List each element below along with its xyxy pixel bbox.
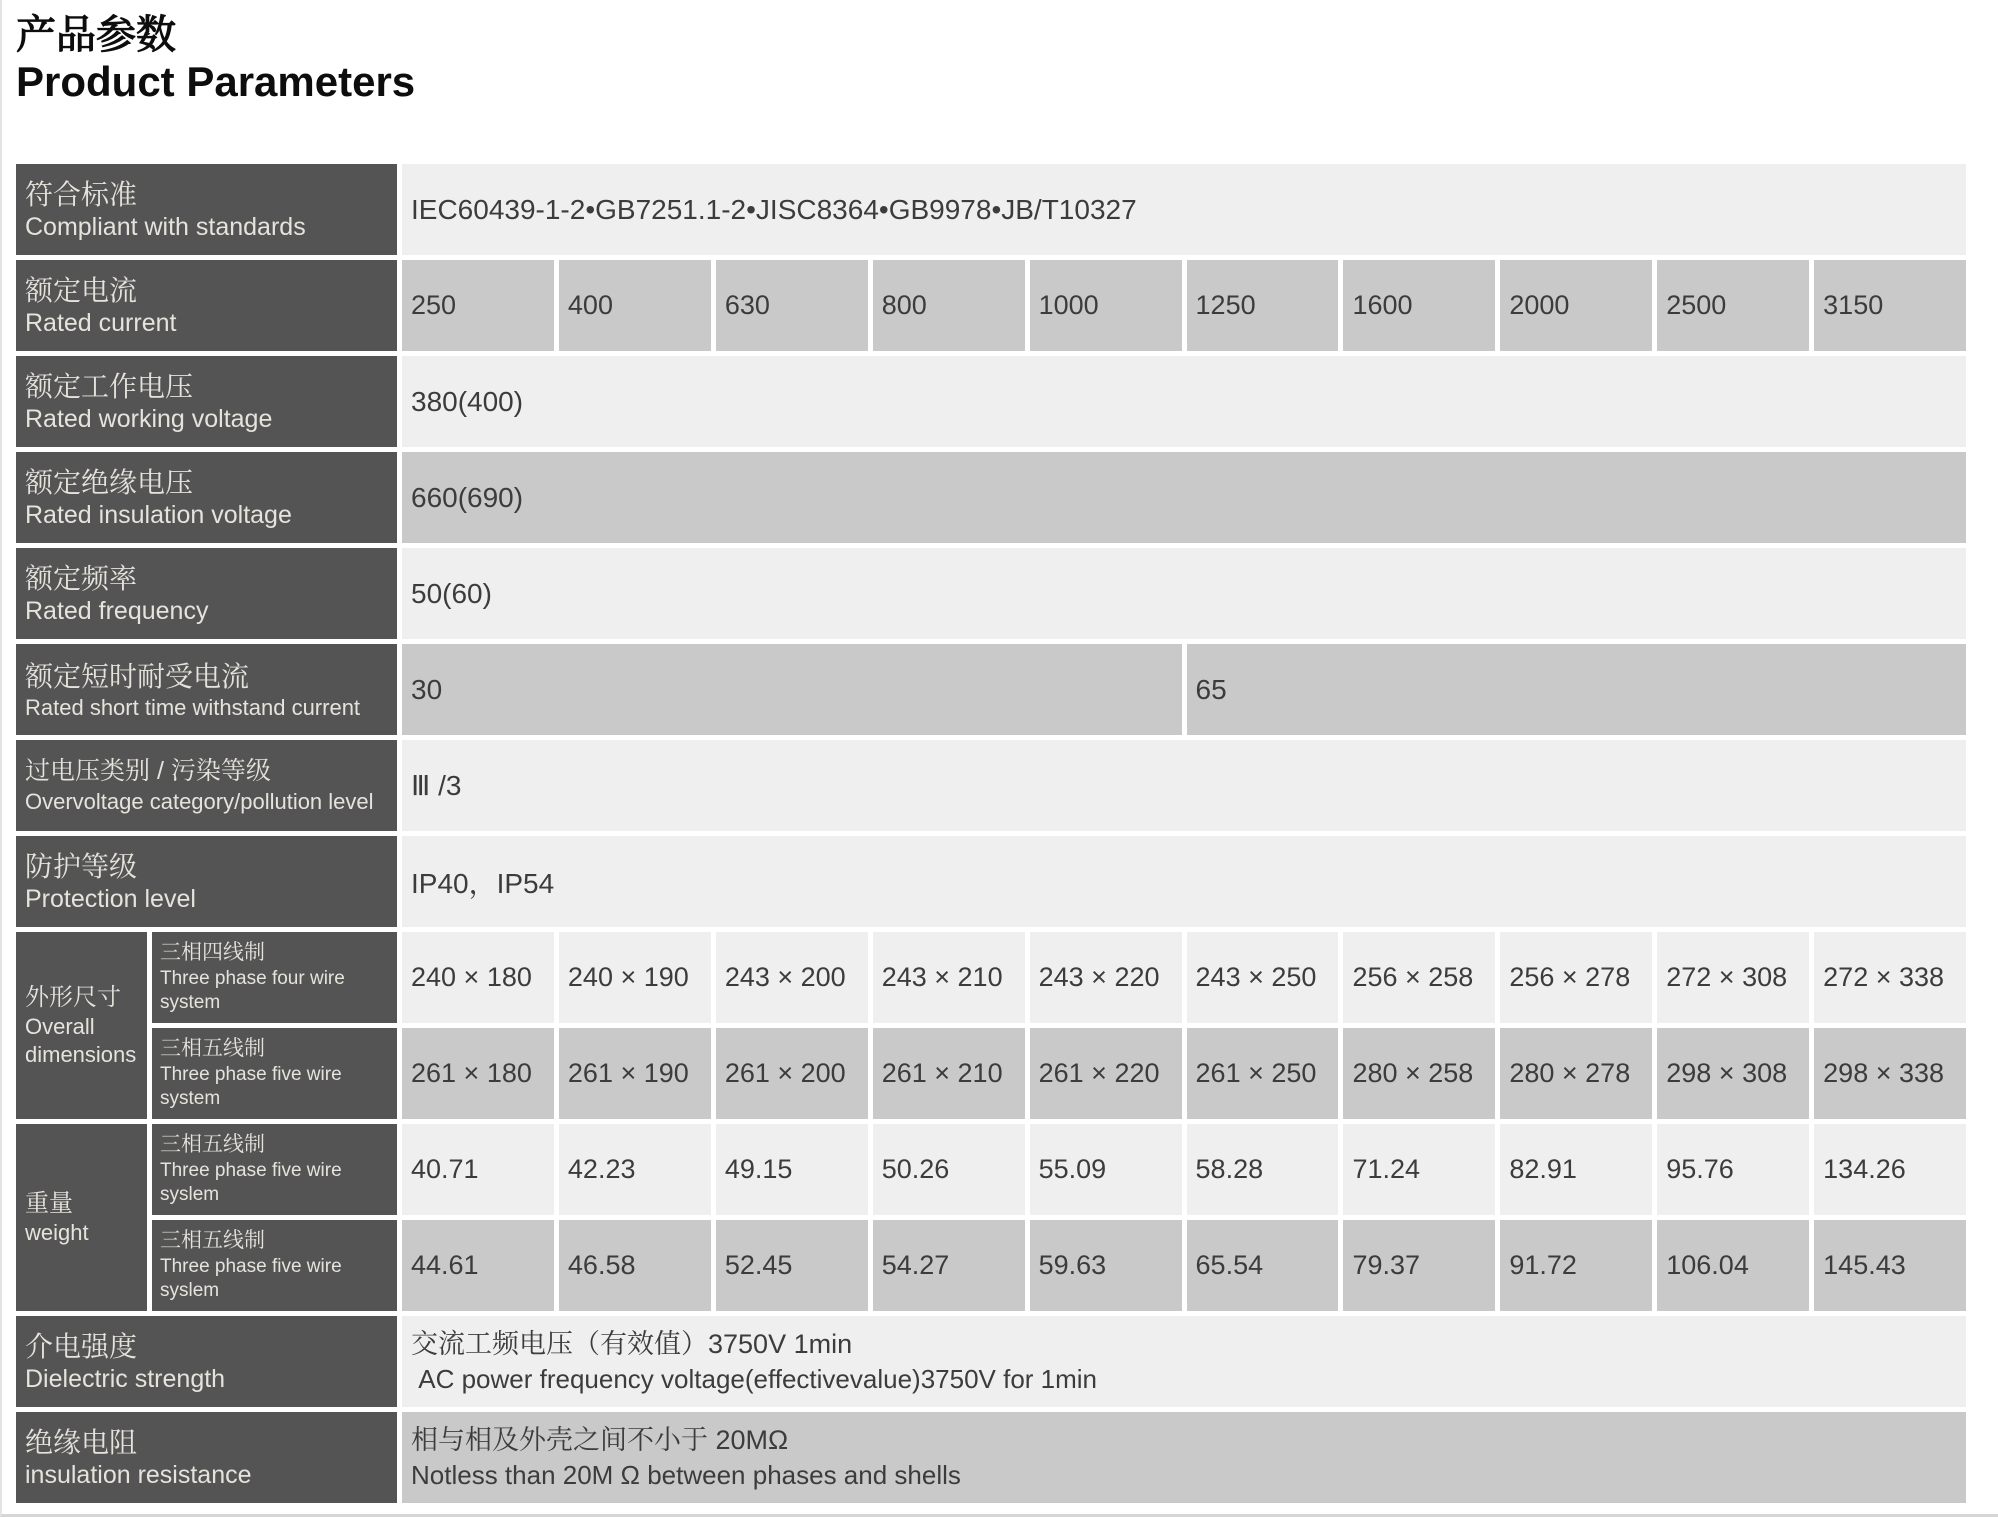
group-weight-label-zh: 重量	[25, 1189, 73, 1217]
row-insulation-voltage	[16, 452, 1966, 543]
row-short-time-current-label-zh: 额定短时耐受电流	[25, 660, 250, 692]
row-overvoltage-label-zh: 过电压类别 / 污染等级	[25, 757, 271, 786]
short-time-current-value-right: 65	[1187, 644, 1967, 735]
weight-cell: 79.37	[1343, 1220, 1495, 1311]
dimension-cell: 261 × 250	[1187, 1028, 1339, 1119]
group-weight-label-en: weight	[25, 1220, 89, 1246]
rated-current-cell: 250	[402, 260, 554, 351]
row-rated-current-label-zh: 额定电流	[25, 274, 138, 306]
dimension-cell: 272 × 338	[1814, 932, 1966, 1023]
page-title-zh: 产品参数	[16, 13, 176, 57]
row-dimensions-four-wire	[152, 932, 1966, 1023]
row-dimensions-four-wire-values	[402, 932, 1966, 1023]
rated-current-cell: 2000	[1500, 260, 1652, 351]
row-rated-current-values	[402, 260, 1966, 351]
row-standards-label	[16, 164, 397, 255]
row-insulation-voltage-value: 660(690)	[402, 452, 1966, 543]
weight-cell: 95.76	[1657, 1124, 1809, 1215]
product-parameters-table	[16, 164, 1966, 1503]
dimension-cell: 272 × 308	[1657, 932, 1809, 1023]
row-short-time-current-label-en: Rated short time withstand current	[25, 694, 361, 720]
dimension-cell: 243 × 210	[873, 932, 1025, 1023]
row-weight-1-values	[402, 1124, 1966, 1215]
weight-cell: 49.15	[716, 1124, 868, 1215]
rated-current-cell: 1250	[1187, 260, 1339, 351]
row-weight-1-label-en: Three phase five wire syslem	[160, 1159, 342, 1206]
dimension-cell: 261 × 190	[559, 1028, 711, 1119]
row-working-voltage-label-zh: 额定工作电压	[25, 370, 194, 402]
group-overall-dimensions-label-en2: dimensions	[25, 1042, 137, 1068]
dielectric-value-zh: 交流工频电压（有效值）3750V 1min	[411, 1329, 853, 1360]
row-standards	[16, 164, 1966, 255]
rated-current-cell: 1600	[1343, 260, 1495, 351]
dimension-cell: 240 × 190	[559, 932, 711, 1023]
row-short-time-current-values	[402, 644, 1966, 735]
weight-cell: 134.26	[1814, 1124, 1966, 1215]
rated-current-cell: 400	[559, 260, 711, 351]
row-insulation-resistance-label	[16, 1412, 397, 1503]
dielectric-value-en: AC power frequency voltage(effectivevalue)3750V for 1min	[411, 1364, 1098, 1395]
dimension-cell: 261 × 180	[402, 1028, 554, 1119]
row-dimensions-five-wire-label-en: Three phase five wire system	[160, 1063, 342, 1110]
group-weight-rows	[152, 1124, 1966, 1311]
row-dimensions-five-wire	[152, 1028, 1966, 1119]
row-working-voltage	[16, 356, 1966, 447]
row-overvoltage-label-en: Overvoltage category/pollution level	[25, 788, 374, 814]
row-dimensions-five-wire-label-zh: 三相五线制	[160, 1037, 265, 1061]
row-protection-level-label-zh: 防护等级	[25, 850, 138, 882]
dimension-cell: 240 × 180	[402, 932, 554, 1023]
dimension-cell: 261 × 220	[1030, 1028, 1182, 1119]
row-dielectric-strength-label-zh: 介电强度	[25, 1330, 138, 1362]
group-overall-dimensions-label-en1: Overall	[25, 1013, 95, 1039]
row-overvoltage-value: Ⅲ /3	[402, 740, 1966, 831]
row-frequency-value: 50(60)	[402, 548, 1966, 639]
group-overall-dimensions-label	[16, 932, 147, 1119]
rated-current-cell: 1000	[1030, 260, 1182, 351]
weight-cell: 50.26	[873, 1124, 1025, 1215]
row-dimensions-four-wire-label-en: Three phase four wire system	[160, 967, 345, 1014]
row-standards-label-en: Compliant with standards	[25, 212, 306, 241]
row-dielectric-strength-label	[16, 1316, 397, 1407]
row-weight-2	[152, 1220, 1966, 1311]
row-working-voltage-label	[16, 356, 397, 447]
dimension-cell: 280 × 278	[1500, 1028, 1652, 1119]
insulation-resistance-value-en: Notless than 20M Ω between phases and shells	[411, 1460, 961, 1491]
weight-cell: 82.91	[1500, 1124, 1652, 1215]
row-dimensions-four-wire-label-zh: 三相四线制	[160, 941, 265, 965]
row-protection-level-label-en: Protection level	[25, 884, 196, 913]
row-dimensions-five-wire-label	[152, 1028, 397, 1119]
weight-cell: 58.28	[1187, 1124, 1339, 1215]
group-weight-label	[16, 1124, 147, 1311]
row-weight-1-label-zh: 三相五线制	[160, 1133, 265, 1157]
row-insulation-resistance-label-en: insulation resistance	[25, 1460, 252, 1489]
row-overvoltage-label	[16, 740, 397, 831]
row-weight-2-label-zh: 三相五线制	[160, 1229, 265, 1253]
row-working-voltage-label-en: Rated working voltage	[25, 404, 273, 433]
row-standards-value: IEC60439-1-2•GB7251.1-2•JISC8364•GB9978•JB/T10327	[402, 164, 1966, 255]
dimension-cell: 298 × 338	[1814, 1028, 1966, 1119]
weight-cell: 65.54	[1187, 1220, 1339, 1311]
row-dielectric-strength-value	[402, 1316, 1966, 1407]
row-frequency	[16, 548, 1966, 639]
dimension-cell: 243 × 200	[716, 932, 868, 1023]
row-insulation-voltage-label	[16, 452, 397, 543]
weight-cell: 55.09	[1030, 1124, 1182, 1215]
insulation-resistance-value-zh: 相与相及外壳之间不小于 20MΩ	[411, 1425, 789, 1456]
row-rated-current-label-en: Rated current	[25, 308, 177, 337]
row-dielectric-strength	[16, 1316, 1966, 1407]
row-overvoltage	[16, 740, 1966, 831]
dimension-cell: 256 × 258	[1343, 932, 1495, 1023]
weight-cell: 54.27	[873, 1220, 1025, 1311]
row-dimensions-four-wire-label	[152, 932, 397, 1023]
row-protection-level-label	[16, 836, 397, 927]
short-time-current-value-left: 30	[402, 644, 1182, 735]
row-insulation-voltage-label-en: Rated insulation voltage	[25, 500, 292, 529]
row-insulation-resistance-value	[402, 1412, 1966, 1503]
dimension-cell: 261 × 210	[873, 1028, 1025, 1119]
row-weight-1	[152, 1124, 1966, 1215]
page-title-en: Product Parameters	[16, 58, 416, 105]
row-insulation-voltage-label-zh: 额定绝缘电压	[25, 466, 194, 498]
dimension-cell: 256 × 278	[1500, 932, 1652, 1023]
row-dimensions-five-wire-values	[402, 1028, 1966, 1119]
row-protection-level-value: IP40，IP54	[402, 836, 1966, 927]
row-frequency-label-zh: 额定频率	[25, 562, 138, 594]
dimension-cell: 261 × 200	[716, 1028, 868, 1119]
dimension-cell: 243 × 250	[1187, 932, 1339, 1023]
dimension-cell: 298 × 308	[1657, 1028, 1809, 1119]
group-overall-dimensions	[16, 932, 1966, 1119]
weight-cell: 91.72	[1500, 1220, 1652, 1311]
row-insulation-resistance	[16, 1412, 1966, 1503]
rated-current-cell: 800	[873, 260, 1025, 351]
weight-cell: 145.43	[1814, 1220, 1966, 1311]
dimension-cell: 280 × 258	[1343, 1028, 1495, 1119]
group-weight	[16, 1124, 1966, 1311]
row-rated-current-label	[16, 260, 397, 351]
weight-cell: 40.71	[402, 1124, 554, 1215]
page	[2, 0, 1998, 1503]
weight-cell: 44.61	[402, 1220, 554, 1311]
row-frequency-label	[16, 548, 397, 639]
group-overall-dimensions-label-zh: 外形尺寸	[25, 983, 121, 1011]
row-weight-2-values	[402, 1220, 1966, 1311]
row-insulation-resistance-label-zh: 绝缘电阻	[25, 1426, 138, 1458]
rated-current-cell: 2500	[1657, 260, 1809, 351]
row-rated-current	[16, 260, 1966, 351]
weight-cell: 71.24	[1343, 1124, 1495, 1215]
row-working-voltage-value: 380(400)	[402, 356, 1966, 447]
row-weight-1-label	[152, 1124, 397, 1215]
weight-cell: 52.45	[716, 1220, 868, 1311]
weight-cell: 59.63	[1030, 1220, 1182, 1311]
row-dielectric-strength-label-en: Dielectric strength	[25, 1364, 226, 1393]
row-protection-level	[16, 836, 1966, 927]
weight-cell: 46.58	[559, 1220, 711, 1311]
row-weight-2-label	[152, 1220, 397, 1311]
row-short-time-current	[16, 644, 1966, 735]
row-standards-label-zh: 符合标准	[25, 178, 138, 210]
row-short-time-current-label	[16, 644, 397, 735]
weight-cell: 106.04	[1657, 1220, 1809, 1311]
row-frequency-label-en: Rated frequency	[25, 596, 209, 625]
rated-current-cell: 630	[716, 260, 868, 351]
rated-current-cell: 3150	[1814, 260, 1966, 351]
dimension-cell: 243 × 220	[1030, 932, 1182, 1023]
row-weight-2-label-en: Three phase five wire syslem	[160, 1255, 342, 1302]
weight-cell: 42.23	[559, 1124, 711, 1215]
group-overall-dimensions-rows	[152, 932, 1966, 1119]
